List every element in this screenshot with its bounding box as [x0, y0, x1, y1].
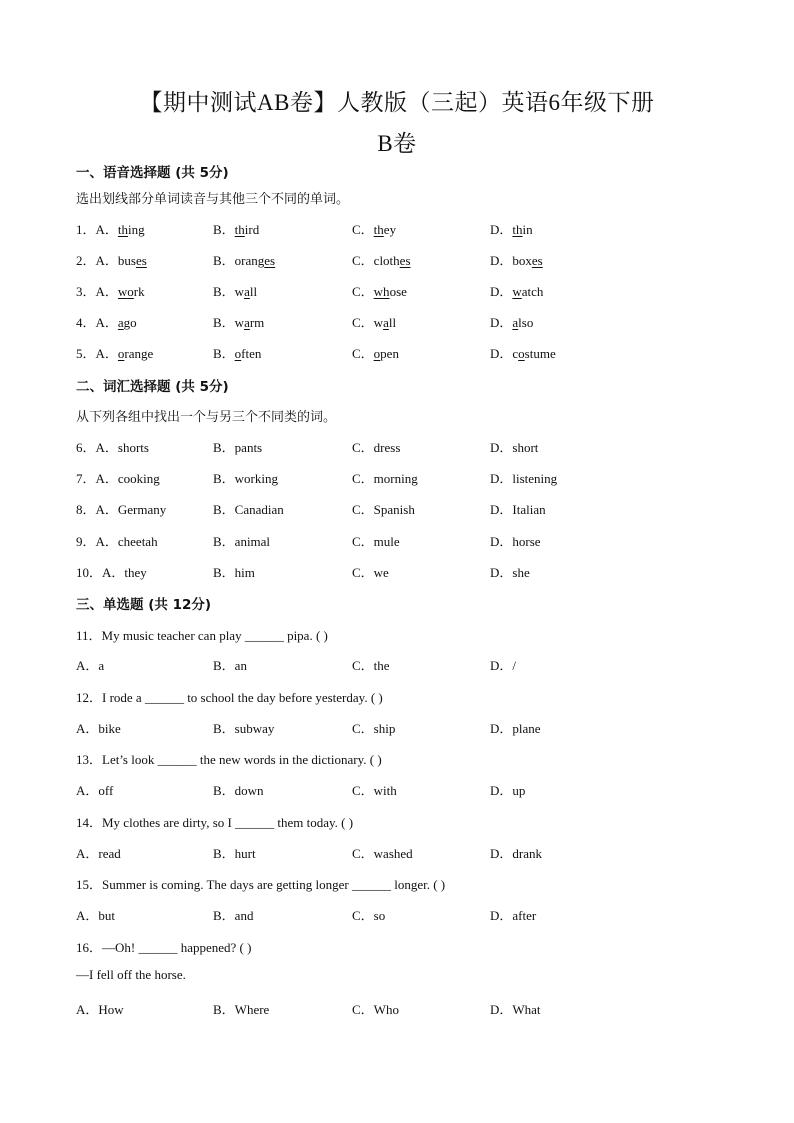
question-number: 2．A．	[76, 253, 118, 268]
option-d: D．plane	[490, 721, 541, 736]
question-row	[0, 219, 794, 239]
option-b: B．down	[213, 783, 264, 798]
section-heading: 二、词汇选择题 (共 5分)	[76, 379, 229, 395]
word-rest: ird	[244, 222, 260, 237]
option-c: C．dress	[352, 440, 401, 455]
question-number: 1．A．	[76, 222, 118, 237]
option-b	[213, 281, 257, 300]
option-label: D．c	[490, 346, 519, 361]
option-c: C．the	[352, 658, 390, 673]
underlined-part: o	[117, 346, 125, 361]
option-label: C．	[352, 346, 374, 361]
option-label: B．w	[213, 315, 245, 330]
word-rest: in	[522, 222, 533, 237]
option-c	[352, 281, 407, 300]
option-b: B．Canadian	[213, 502, 284, 517]
paper-version: B卷	[377, 131, 417, 156]
underlined-part: th	[373, 222, 384, 237]
section-heading: 三、单选题 (共 12分)	[76, 597, 212, 613]
question-row	[0, 718, 794, 738]
option-c: C．ship	[352, 721, 396, 736]
question-number: 3．A．	[76, 284, 118, 299]
option-a: 8．A．Germany	[76, 502, 167, 517]
option-b: B．him	[213, 565, 255, 580]
option-d: D．What	[490, 1002, 541, 1017]
underlined-part: a	[383, 315, 389, 330]
underlined-part: es	[135, 253, 147, 268]
option-b: B．Where	[213, 1002, 270, 1017]
question-stem: 11．My music teacher can play ______ pipa. ( )	[76, 628, 328, 643]
option-c: C．with	[352, 783, 397, 798]
option-d	[490, 281, 543, 300]
underlined-part: o	[127, 284, 134, 299]
word-start: bus	[117, 253, 136, 268]
option-a: A．How	[76, 1002, 124, 1017]
option-b	[213, 219, 259, 238]
underlined-part: a	[244, 315, 250, 330]
option-c: C．Who	[352, 1002, 399, 1017]
option-label: D．	[490, 222, 513, 237]
option-a: A．off	[76, 783, 114, 798]
question-row	[0, 905, 794, 925]
underlined-part: a	[244, 284, 250, 299]
option-c: C．so	[352, 908, 386, 923]
option-label: D．	[490, 284, 513, 299]
option-a	[76, 281, 145, 300]
option-c	[352, 312, 396, 331]
section-instruction: 从下列各组中找出一个与另三个不同类的词。	[76, 410, 337, 425]
option-d: D．Italian	[490, 502, 546, 517]
page-title: 【期中测试AB卷】人教版（三起）英语6年级下册	[139, 90, 655, 115]
option-a: 10．A．they	[76, 565, 147, 580]
option-c	[352, 250, 411, 269]
option-a: 7．A．cooking	[76, 471, 160, 486]
option-d: D．listening	[490, 471, 558, 486]
question-row	[0, 312, 794, 332]
option-b: B．animal	[213, 534, 271, 549]
word-rest: stume	[524, 346, 556, 361]
underlined-part: a	[117, 315, 124, 330]
option-label: C．	[352, 222, 374, 237]
option-a: A．bike	[76, 721, 121, 736]
section-instruction: 选出划线部分单词读音与其他三个不同的单词。	[76, 192, 350, 207]
option-b: B．subway	[213, 721, 275, 736]
option-b: B．an	[213, 658, 247, 673]
underlined-part: o	[234, 346, 242, 361]
question-row	[0, 531, 794, 551]
option-a	[76, 312, 137, 331]
question-row	[0, 499, 794, 519]
option-c: C．morning	[352, 471, 418, 486]
word-rest: go	[123, 315, 137, 330]
word-rest: ose	[389, 284, 407, 299]
option-b: B．and	[213, 908, 254, 923]
option-b: B．pants	[213, 440, 263, 455]
option-a	[76, 250, 147, 269]
word-rest: ften	[241, 346, 262, 361]
option-a: 6．A．shorts	[76, 440, 149, 455]
option-d	[490, 343, 556, 362]
question-stem: 15．Summer is coming. The days are getting longer ______ longer. ( )	[76, 877, 446, 892]
question-row	[0, 999, 794, 1019]
word-rest: lso	[518, 315, 534, 330]
question-row	[0, 343, 794, 363]
option-b	[213, 343, 261, 362]
underlined-part: es	[264, 253, 276, 268]
option-a	[76, 343, 153, 362]
underlined-part: wh	[373, 284, 390, 299]
underlined-part: a	[512, 315, 519, 330]
option-d: D．short	[490, 440, 539, 455]
option-label: D．	[490, 315, 513, 330]
word-rest: ll	[388, 315, 397, 330]
underlined-part: th	[117, 222, 129, 237]
option-c: C．mule	[352, 534, 400, 549]
option-c: C．Spanish	[352, 502, 415, 517]
underlined-part: w	[512, 284, 522, 299]
question-stem: 14．My clothes are dirty, so I ______ them today. ( )	[76, 815, 354, 830]
question-number: 5．A．	[76, 346, 118, 361]
option-d: D．horse	[490, 534, 541, 549]
option-d: D．/	[490, 658, 517, 673]
option-label: B．orang	[213, 253, 265, 268]
option-b	[213, 312, 264, 331]
option-a: 9．A．cheetah	[76, 534, 158, 549]
section-heading: 一、语音选择题 (共 5分)	[76, 165, 229, 181]
question-row	[0, 780, 794, 800]
question-stem: 16．—Oh! ______ happened? ( )	[76, 940, 252, 955]
word-rest: range	[124, 346, 154, 361]
option-label: D．box	[490, 253, 532, 268]
option-c	[352, 219, 396, 238]
option-a: A．but	[76, 908, 116, 923]
question-row	[0, 655, 794, 675]
option-d: D．up	[490, 783, 526, 798]
question-row	[0, 562, 794, 582]
question-row	[0, 843, 794, 863]
underlined-part: es	[399, 253, 411, 268]
option-b	[213, 250, 275, 269]
option-c	[352, 343, 399, 362]
option-c: C．washed	[352, 846, 413, 861]
question-row	[0, 468, 794, 488]
question-stem: 12．I rode a ______ to school the day before yesterday. ( )	[76, 690, 383, 705]
question-row	[0, 437, 794, 457]
option-label: C．w	[352, 315, 384, 330]
option-a	[76, 219, 145, 238]
option-d	[490, 219, 533, 238]
underlined-part: o	[518, 346, 525, 361]
word-rest: atch	[521, 284, 544, 299]
underlined-part: th	[234, 222, 245, 237]
option-d: D．she	[490, 565, 530, 580]
word-rest: ing	[128, 222, 145, 237]
word-rest: rm	[249, 315, 265, 330]
underlined-part: w	[117, 284, 128, 299]
word-rest: pen	[380, 346, 399, 361]
question-row	[0, 281, 794, 301]
option-label: B．	[213, 222, 235, 237]
question-number: 4．A．	[76, 315, 118, 330]
underlined-part: o	[373, 346, 381, 361]
underlined-part: th	[512, 222, 523, 237]
option-label: C．cloth	[352, 253, 400, 268]
question-row	[0, 250, 794, 270]
option-d	[490, 312, 533, 331]
word-rest: ll	[249, 284, 258, 299]
word-rest: rk	[133, 284, 145, 299]
question-stem: 13．Let’s look ______ the new words in the dictionary. ( )	[76, 752, 382, 767]
option-a: A．read	[76, 846, 121, 861]
option-b: B．working	[213, 471, 279, 486]
option-label: B．	[213, 346, 235, 361]
option-d	[490, 250, 543, 269]
option-a: A．a	[76, 658, 105, 673]
option-d: D．drank	[490, 846, 542, 861]
option-label: C．	[352, 284, 374, 299]
option-d: D．after	[490, 908, 537, 923]
option-c: C．we	[352, 565, 389, 580]
underlined-part: es	[531, 253, 543, 268]
dialogue-reply: —I fell off the horse.	[76, 967, 186, 982]
word-rest: ey	[383, 222, 397, 237]
option-b: B．hurt	[213, 846, 256, 861]
option-label: B．w	[213, 284, 245, 299]
